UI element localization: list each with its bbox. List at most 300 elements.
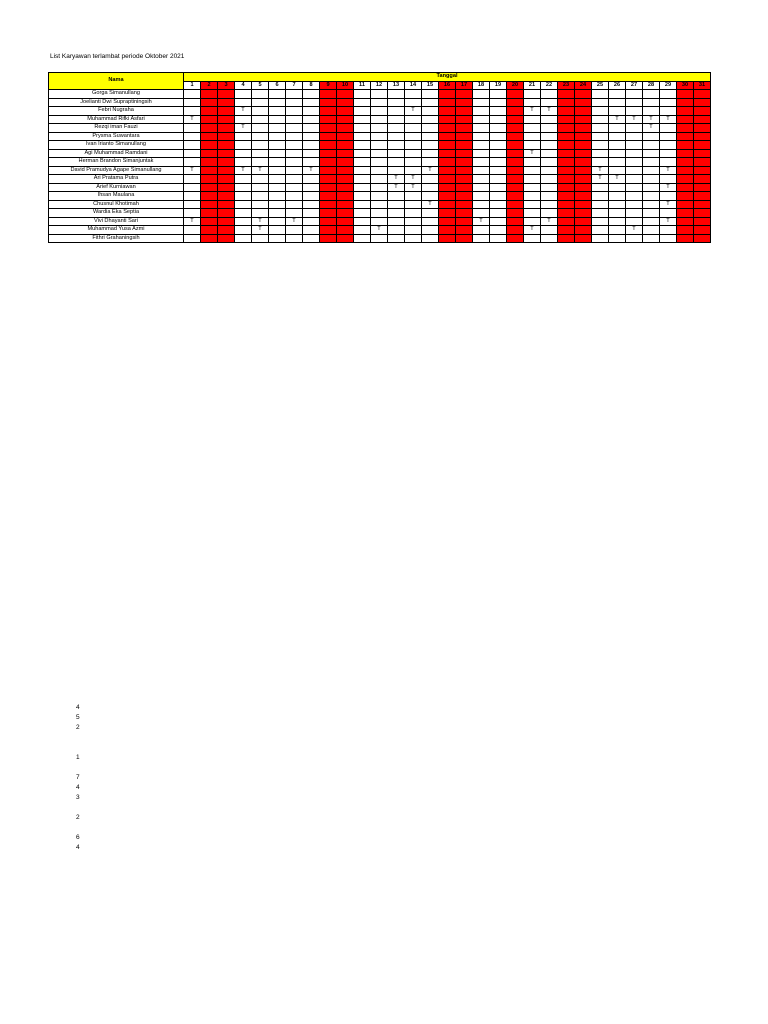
late-mark-cell: T — [303, 166, 320, 175]
day-cell — [643, 98, 660, 107]
day-header-19: 19 — [490, 81, 507, 90]
side-number — [76, 743, 80, 753]
day-cell — [337, 192, 354, 201]
day-cell — [694, 192, 711, 201]
day-cell — [694, 234, 711, 243]
day-cell — [456, 175, 473, 184]
day-cell — [660, 141, 677, 150]
day-cell — [677, 183, 694, 192]
day-cell — [286, 175, 303, 184]
day-cell — [677, 149, 694, 158]
day-cell — [677, 141, 694, 150]
day-cell — [371, 149, 388, 158]
late-mark-cell: T — [252, 166, 269, 175]
day-cell — [269, 107, 286, 116]
day-cell — [677, 192, 694, 201]
day-cell — [626, 209, 643, 218]
employee-name: Arief Kurniawan — [49, 183, 184, 192]
day-cell — [524, 234, 541, 243]
day-cell — [337, 200, 354, 209]
day-header-18: 18 — [473, 81, 490, 90]
day-cell — [388, 192, 405, 201]
day-cell — [286, 234, 303, 243]
late-mark-cell: T — [422, 200, 439, 209]
day-cell — [439, 132, 456, 141]
day-header-29: 29 — [660, 81, 677, 90]
day-cell — [660, 98, 677, 107]
employee-name: Wardia Eka Septia — [49, 209, 184, 218]
day-cell — [609, 217, 626, 226]
day-cell — [643, 192, 660, 201]
late-mark-cell: T — [252, 217, 269, 226]
day-cell — [490, 132, 507, 141]
employee-name: Gorga Simanullang — [49, 90, 184, 99]
day-cell — [286, 183, 303, 192]
day-cell — [201, 141, 218, 150]
day-cell — [320, 234, 337, 243]
day-cell — [388, 166, 405, 175]
day-cell — [320, 132, 337, 141]
day-cell — [184, 90, 201, 99]
day-header-26: 26 — [609, 81, 626, 90]
employee-name: Chusnul Khotimah — [49, 200, 184, 209]
day-cell — [643, 217, 660, 226]
day-cell — [507, 192, 524, 201]
day-cell — [320, 149, 337, 158]
day-cell — [286, 124, 303, 133]
day-cell — [609, 90, 626, 99]
day-cell — [660, 158, 677, 167]
day-cell — [337, 158, 354, 167]
day-cell — [626, 166, 643, 175]
day-cell — [660, 90, 677, 99]
day-cell — [677, 217, 694, 226]
day-cell — [558, 234, 575, 243]
table-row — [49, 98, 711, 107]
day-cell — [184, 234, 201, 243]
late-mark-cell: T — [660, 183, 677, 192]
day-header-9: 9 — [320, 81, 337, 90]
day-cell — [609, 209, 626, 218]
day-cell — [490, 200, 507, 209]
day-cell — [354, 158, 371, 167]
day-header-11: 11 — [354, 81, 371, 90]
day-cell — [354, 149, 371, 158]
day-cell — [507, 124, 524, 133]
day-cell — [677, 107, 694, 116]
day-cell — [201, 166, 218, 175]
day-cell — [575, 166, 592, 175]
day-cell — [592, 124, 609, 133]
day-cell — [456, 141, 473, 150]
day-cell — [388, 124, 405, 133]
day-cell — [269, 183, 286, 192]
day-cell — [354, 217, 371, 226]
day-cell — [456, 90, 473, 99]
day-cell — [235, 234, 252, 243]
day-cell — [541, 132, 558, 141]
day-cell — [388, 209, 405, 218]
day-cell — [677, 234, 694, 243]
day-cell — [694, 141, 711, 150]
employee-name: Muhammad Rifki Asfari — [49, 115, 184, 124]
day-cell — [626, 200, 643, 209]
day-cell — [320, 124, 337, 133]
late-mark-cell: T — [524, 107, 541, 116]
day-cell — [660, 132, 677, 141]
day-cell — [643, 226, 660, 235]
day-cell — [337, 115, 354, 124]
day-cell — [575, 192, 592, 201]
day-cell — [456, 166, 473, 175]
side-number — [76, 803, 80, 813]
late-mark-cell: T — [524, 149, 541, 158]
day-cell — [609, 226, 626, 235]
late-mark-cell: T — [405, 175, 422, 184]
day-cell — [541, 124, 558, 133]
day-cell — [235, 90, 252, 99]
day-cell — [592, 183, 609, 192]
day-cell — [388, 200, 405, 209]
employee-name: David Pramudya Agape Simanullang — [49, 166, 184, 175]
day-cell — [439, 90, 456, 99]
employee-name: Prysma Suwantara — [49, 132, 184, 141]
day-cell — [269, 234, 286, 243]
side-number: 4 — [76, 704, 80, 711]
day-cell — [269, 90, 286, 99]
day-cell — [218, 200, 235, 209]
day-cell — [643, 234, 660, 243]
day-cell — [694, 98, 711, 107]
day-cell — [252, 90, 269, 99]
late-mark-cell: T — [592, 175, 609, 184]
day-cell — [524, 158, 541, 167]
day-cell — [218, 192, 235, 201]
day-cell — [643, 132, 660, 141]
day-cell — [405, 158, 422, 167]
day-cell — [388, 141, 405, 150]
day-cell — [609, 200, 626, 209]
day-cell — [541, 192, 558, 201]
day-cell — [286, 90, 303, 99]
day-cell — [575, 115, 592, 124]
table-row — [49, 158, 711, 167]
day-cell — [541, 183, 558, 192]
day-cell — [303, 209, 320, 218]
day-cell — [286, 115, 303, 124]
late-mark-cell: T — [626, 226, 643, 235]
day-cell — [371, 200, 388, 209]
day-cell — [592, 226, 609, 235]
day-cell — [524, 217, 541, 226]
day-cell — [541, 149, 558, 158]
page-title: List Karyawan terlambat periode Oktober 2021 — [50, 53, 185, 60]
day-cell — [422, 183, 439, 192]
late-mark-cell: T — [643, 115, 660, 124]
day-cell — [422, 107, 439, 116]
day-cell — [473, 234, 490, 243]
day-cell — [592, 107, 609, 116]
day-cell — [354, 183, 371, 192]
day-cell — [303, 141, 320, 150]
day-header-2: 2 — [201, 81, 218, 90]
day-cell — [490, 166, 507, 175]
day-cell — [439, 217, 456, 226]
day-cell — [456, 98, 473, 107]
day-cell — [371, 90, 388, 99]
day-cell — [371, 209, 388, 218]
day-cell — [337, 226, 354, 235]
day-cell — [643, 200, 660, 209]
day-cell — [439, 192, 456, 201]
day-cell — [490, 175, 507, 184]
day-cell — [456, 234, 473, 243]
day-cell — [473, 209, 490, 218]
side-number: 2 — [76, 814, 80, 821]
day-cell — [354, 166, 371, 175]
table-row — [49, 192, 711, 201]
day-cell — [252, 98, 269, 107]
late-mark-cell: T — [660, 217, 677, 226]
day-cell — [371, 183, 388, 192]
day-cell — [337, 217, 354, 226]
day-cell — [456, 217, 473, 226]
late-mark-cell: T — [541, 217, 558, 226]
day-cell — [201, 115, 218, 124]
day-cell — [269, 158, 286, 167]
day-cell — [507, 132, 524, 141]
employee-name: Herman Brandon Simanjuntak — [49, 158, 184, 167]
day-cell — [643, 141, 660, 150]
day-cell — [354, 141, 371, 150]
day-cell — [320, 115, 337, 124]
late-mark-cell: T — [660, 166, 677, 175]
day-cell — [456, 115, 473, 124]
day-cell — [592, 192, 609, 201]
day-cell — [660, 192, 677, 201]
day-cell — [643, 149, 660, 158]
day-cell — [524, 192, 541, 201]
day-cell — [507, 234, 524, 243]
day-cell — [218, 132, 235, 141]
day-cell — [337, 175, 354, 184]
day-cell — [456, 183, 473, 192]
day-cell — [541, 90, 558, 99]
day-cell — [524, 90, 541, 99]
day-cell — [541, 166, 558, 175]
day-cell — [609, 149, 626, 158]
day-cell — [371, 158, 388, 167]
day-cell — [286, 149, 303, 158]
late-mark-cell: T — [660, 115, 677, 124]
day-cell — [439, 183, 456, 192]
day-cell — [439, 209, 456, 218]
day-cell — [286, 166, 303, 175]
day-cell — [524, 141, 541, 150]
day-cell — [201, 200, 218, 209]
day-cell — [184, 158, 201, 167]
day-cell — [473, 175, 490, 184]
day-cell — [269, 132, 286, 141]
day-cell — [575, 141, 592, 150]
late-mark-cell: T — [422, 166, 439, 175]
day-cell — [422, 158, 439, 167]
day-cell — [337, 90, 354, 99]
day-cell — [252, 115, 269, 124]
day-cell — [320, 90, 337, 99]
day-cell — [473, 132, 490, 141]
day-cell — [252, 200, 269, 209]
day-cell — [286, 107, 303, 116]
day-cell — [235, 149, 252, 158]
day-cell — [609, 124, 626, 133]
day-cell — [337, 141, 354, 150]
day-cell — [490, 98, 507, 107]
day-cell — [388, 98, 405, 107]
day-cell — [286, 209, 303, 218]
header-row — [49, 73, 711, 82]
day-cell — [592, 90, 609, 99]
day-cell — [286, 132, 303, 141]
table-row — [49, 209, 711, 218]
day-cell — [677, 209, 694, 218]
day-cell — [677, 90, 694, 99]
day-cell — [558, 200, 575, 209]
day-cell — [320, 107, 337, 116]
day-cell — [405, 209, 422, 218]
day-cell — [354, 90, 371, 99]
day-cell — [456, 149, 473, 158]
day-cell — [184, 149, 201, 158]
day-cell — [575, 175, 592, 184]
day-cell — [286, 98, 303, 107]
day-cell — [643, 209, 660, 218]
day-cell — [201, 234, 218, 243]
day-cell — [592, 115, 609, 124]
day-cell — [405, 149, 422, 158]
day-cell — [694, 132, 711, 141]
day-cell — [422, 98, 439, 107]
day-cell — [609, 107, 626, 116]
side-number: 6 — [76, 834, 80, 841]
day-cell — [269, 192, 286, 201]
day-cell — [456, 107, 473, 116]
day-cell — [303, 132, 320, 141]
day-cell — [524, 209, 541, 218]
day-cell — [558, 98, 575, 107]
day-cell — [558, 192, 575, 201]
day-cell — [490, 141, 507, 150]
side-number — [76, 823, 80, 833]
day-cell — [507, 107, 524, 116]
table-row — [49, 217, 711, 226]
day-cell — [626, 175, 643, 184]
day-cell — [592, 209, 609, 218]
late-mark-cell: T — [660, 200, 677, 209]
late-mark-cell: T — [473, 217, 490, 226]
table-row — [49, 132, 711, 141]
day-cell — [422, 226, 439, 235]
side-number — [76, 763, 80, 773]
day-cell — [473, 90, 490, 99]
table-row — [49, 226, 711, 235]
day-header-8: 8 — [303, 81, 320, 90]
day-cell — [558, 226, 575, 235]
late-mark-cell: T — [184, 115, 201, 124]
day-cell — [405, 132, 422, 141]
day-cell — [269, 209, 286, 218]
day-cell — [439, 234, 456, 243]
day-cell — [507, 200, 524, 209]
day-cell — [592, 234, 609, 243]
side-number: 2 — [76, 724, 80, 731]
employee-name: Joelianti Dwi Supraptiningsih — [49, 98, 184, 107]
late-mark-cell: T — [609, 175, 626, 184]
day-cell — [388, 90, 405, 99]
day-cell — [201, 90, 218, 99]
day-cell — [541, 234, 558, 243]
day-cell — [694, 149, 711, 158]
day-cell — [235, 175, 252, 184]
day-cell — [524, 175, 541, 184]
day-cell — [575, 200, 592, 209]
day-cell — [490, 90, 507, 99]
day-cell — [184, 192, 201, 201]
day-cell — [354, 124, 371, 133]
day-cell — [694, 183, 711, 192]
day-cell — [252, 209, 269, 218]
day-cell — [303, 192, 320, 201]
day-cell — [303, 234, 320, 243]
day-cell — [218, 226, 235, 235]
day-cell — [456, 200, 473, 209]
day-cell — [354, 234, 371, 243]
day-cell — [558, 183, 575, 192]
day-cell — [354, 175, 371, 184]
side-number-list — [76, 703, 80, 853]
late-mark-cell: T — [184, 217, 201, 226]
day-cell — [184, 98, 201, 107]
day-cell — [235, 200, 252, 209]
table-row — [49, 200, 711, 209]
day-cell — [575, 158, 592, 167]
day-cell — [235, 226, 252, 235]
day-cell — [405, 124, 422, 133]
day-cell — [252, 107, 269, 116]
day-cell — [303, 158, 320, 167]
day-cell — [320, 192, 337, 201]
day-cell — [184, 132, 201, 141]
day-cell — [456, 132, 473, 141]
day-cell — [201, 124, 218, 133]
day-cell — [558, 90, 575, 99]
day-cell — [422, 217, 439, 226]
day-cell — [541, 226, 558, 235]
day-cell — [592, 149, 609, 158]
day-cell — [541, 98, 558, 107]
day-cell — [320, 141, 337, 150]
day-cell — [201, 158, 218, 167]
day-cell — [354, 107, 371, 116]
day-header-1: 1 — [184, 81, 201, 90]
day-cell — [252, 175, 269, 184]
day-cell — [405, 226, 422, 235]
late-mark-cell: T — [235, 166, 252, 175]
day-cell — [439, 200, 456, 209]
day-cell — [337, 124, 354, 133]
day-cell — [405, 115, 422, 124]
day-cell — [456, 124, 473, 133]
